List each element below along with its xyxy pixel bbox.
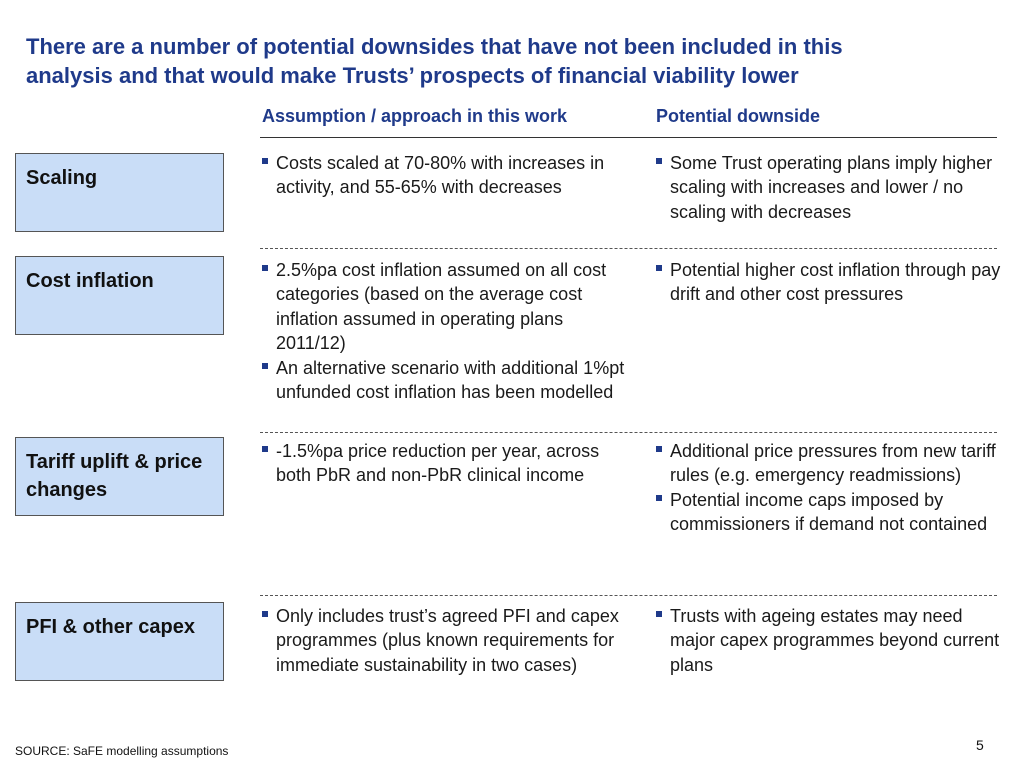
row-label-cost-inflation bbox=[15, 256, 224, 335]
bullet-item bbox=[656, 604, 1001, 677]
bullet-item bbox=[262, 604, 632, 677]
slide-title-line-2: analysis and that would make Trusts’ prospects of financial viability lower bbox=[26, 63, 799, 88]
row-label-tariff-uplift bbox=[15, 437, 224, 516]
slide-title bbox=[26, 32, 1006, 90]
bullet-item bbox=[262, 258, 632, 356]
row-divider bbox=[260, 595, 997, 596]
assumption-cell-pfi-capex bbox=[262, 604, 632, 677]
bullet-square-icon bbox=[262, 611, 268, 617]
assumption-cell-tariff-uplift bbox=[262, 439, 632, 488]
downside-cell-pfi-capex bbox=[656, 604, 1001, 677]
bullet-square-icon bbox=[656, 495, 662, 501]
row-label-text: Cost inflation bbox=[26, 270, 154, 292]
bullet-text: -1.5%pa price reduction per year, across both PbR and non-PbR clinical income bbox=[276, 441, 600, 486]
bullet-text: Some Trust operating plans imply higher scaling with increases and lower / no scaling with decreases bbox=[670, 153, 993, 222]
row-divider bbox=[260, 432, 997, 433]
bullet-item bbox=[656, 439, 1001, 488]
bullet-text: Only includes trust’s agreed PFI and capex programmes (plus known requirements for immediate sustainability in two cases) bbox=[276, 606, 619, 675]
row-label-pfi-capex bbox=[15, 602, 224, 681]
row-label-scaling bbox=[15, 153, 224, 232]
bullet-square-icon bbox=[656, 611, 662, 617]
bullet-item bbox=[656, 488, 1001, 537]
row-label-text: PFI & other capex bbox=[26, 616, 195, 638]
downside-cell-cost-inflation bbox=[656, 258, 1001, 307]
row-label-text: Tariff uplift & price changes bbox=[26, 451, 203, 501]
bullet-text: An alternative scenario with additional 1%pt unfunded cost inflation has been modelled bbox=[276, 357, 625, 403]
assumption-cell-scaling bbox=[262, 151, 632, 200]
bullet-item bbox=[262, 151, 632, 200]
bullet-square-icon bbox=[656, 265, 662, 271]
bullet-square-icon bbox=[262, 363, 268, 369]
row-label-text: Scaling bbox=[26, 167, 98, 189]
bullet-item bbox=[656, 151, 1001, 224]
bullet-text: 2.5%pa cost inflation assumed on all cost categories (based on the average cost inflation assumed in operating plans 2011/12) bbox=[276, 260, 607, 354]
bullet-text: Costs scaled at 70-80% with increases in activity, and 55-65% with decreases bbox=[276, 153, 605, 198]
slide-title-line-1: There are a number of potential downsides that have not been included in this bbox=[26, 34, 843, 59]
downside-cell-tariff-uplift bbox=[656, 439, 1001, 537]
column-header-assumption: Assumption / approach in this work bbox=[262, 106, 568, 126]
bullet-text: Trusts with ageing estates may need major capex programmes beyond current plans bbox=[670, 606, 1000, 675]
assumption-cell-cost-inflation bbox=[262, 258, 632, 404]
bullet-item bbox=[262, 439, 632, 488]
column-header-downside: Potential downside bbox=[656, 106, 821, 126]
downside-cell-scaling bbox=[656, 151, 1001, 224]
bullet-item bbox=[262, 356, 632, 405]
row-divider bbox=[260, 248, 997, 249]
bullet-text: Additional price pressures from new tariff rules (e.g. emergency readmissions) bbox=[670, 441, 996, 486]
bullet-item bbox=[656, 258, 1001, 307]
bullet-text: Potential income caps imposed by commissioners if demand not contained bbox=[670, 489, 988, 535]
page-number: 5 bbox=[976, 737, 984, 753]
bullet-square-icon bbox=[262, 265, 268, 271]
bullet-text: Potential higher cost inflation through pay drift and other cost pressures bbox=[670, 260, 1001, 305]
source-note: SOURCE: SaFE modelling assumptions bbox=[15, 744, 229, 758]
bullet-square-icon bbox=[656, 158, 662, 164]
header-divider bbox=[260, 137, 997, 138]
bullet-square-icon bbox=[262, 446, 268, 452]
bullet-square-icon bbox=[656, 446, 662, 452]
bullet-square-icon bbox=[262, 158, 268, 164]
